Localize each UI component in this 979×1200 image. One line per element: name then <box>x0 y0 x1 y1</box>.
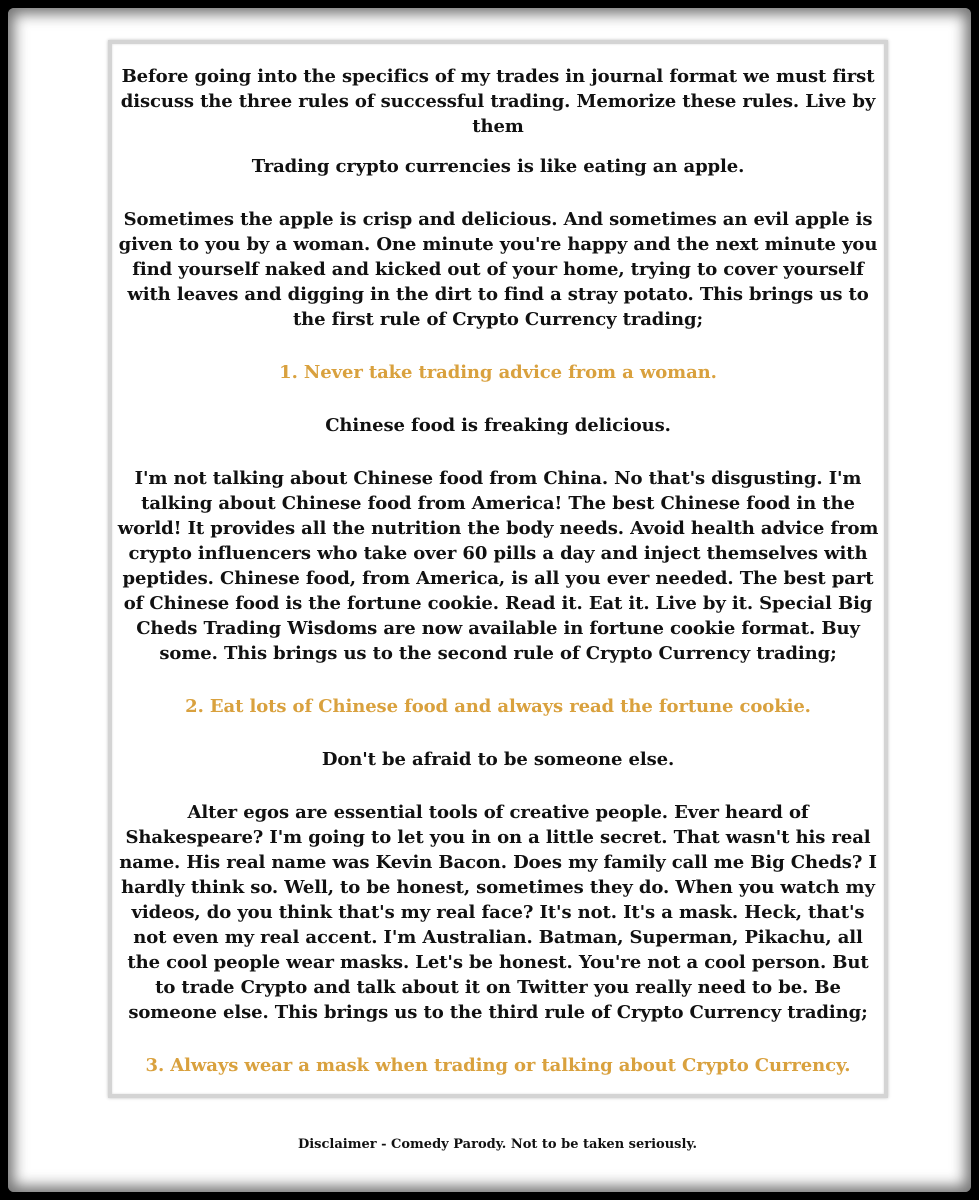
intro-paragraph: Before going into the specifics of my trades in journal format we must first discuss the three rules of successful trading. Memorize these rules. Live by them <box>120 66 876 137</box>
chinese-food-paragraph: I'm not talking about Chinese food from China. No that's disgusting. I'm talking about Chinese food from America! The best Chinese food in the world! It provides all the nutrition the body needs. Avoid health advice from crypto influencers who take over 60 pills a day and inject themselves with peptides. Chinese food, from America, is all you ever needed. The best part of Chinese food is the fortune cookie. Read it. Eat it. Live by it. Special Big Cheds Trading Wisdoms are now available in fortune cookie format. Buy some. This brings us to the second rule of Crypto Currency trading; <box>117 468 879 664</box>
page-sheet <box>8 8 971 1192</box>
apple-paragraph: Sometimes the apple is crisp and delicious. And sometimes an evil apple is given to you by a woman. One minute you're happy and the next minute you find yourself naked and kicked out of your home, trying to cover yourself with leaves and digging in the dirt to find a stray potato. This brings us to the first rule of Crypto Currency trading; <box>118 209 878 330</box>
chinese-food-heading: Chinese food is freaking delicious. <box>325 415 671 436</box>
rule-two: 2. Eat lots of Chinese food and always read the fortune cookie. <box>185 696 811 717</box>
mask-heading: Don't be afraid to be someone else. <box>321 749 675 770</box>
apple-heading: Trading crypto currencies is like eating an apple. <box>251 156 745 177</box>
rule-three: 3. Always wear a mask when trading or talking about Crypto Currency. <box>145 1055 851 1076</box>
disclaimer-text: Disclaimer - Comedy Parody. Not to be taken seriously. <box>297 1137 698 1152</box>
rule-one: 1. Never take trading advice from a woman. <box>279 362 717 383</box>
content-panel <box>108 40 888 1098</box>
mask-paragraph: Alter egos are essential tools of creative people. Ever heard of Shakespeare? I'm going to let you in on a little secret. That wasn't his real name. His real name was Kevin Bacon. Does my family call me Big Cheds? I hardly think so. Well, to be honest, sometimes they do. When you watch my videos, do you think that's my real face? It's not. It's a mask. Heck, that's not even my real accent. I'm Australian. Batman, Superman, Pikachu, all the cool people wear masks. Let's be honest. You're not a cool person. But to trade Crypto and talk about it on Twitter you really need to be. Be someone else. This brings us to the third rule of Crypto Currency trading; <box>119 802 877 1023</box>
